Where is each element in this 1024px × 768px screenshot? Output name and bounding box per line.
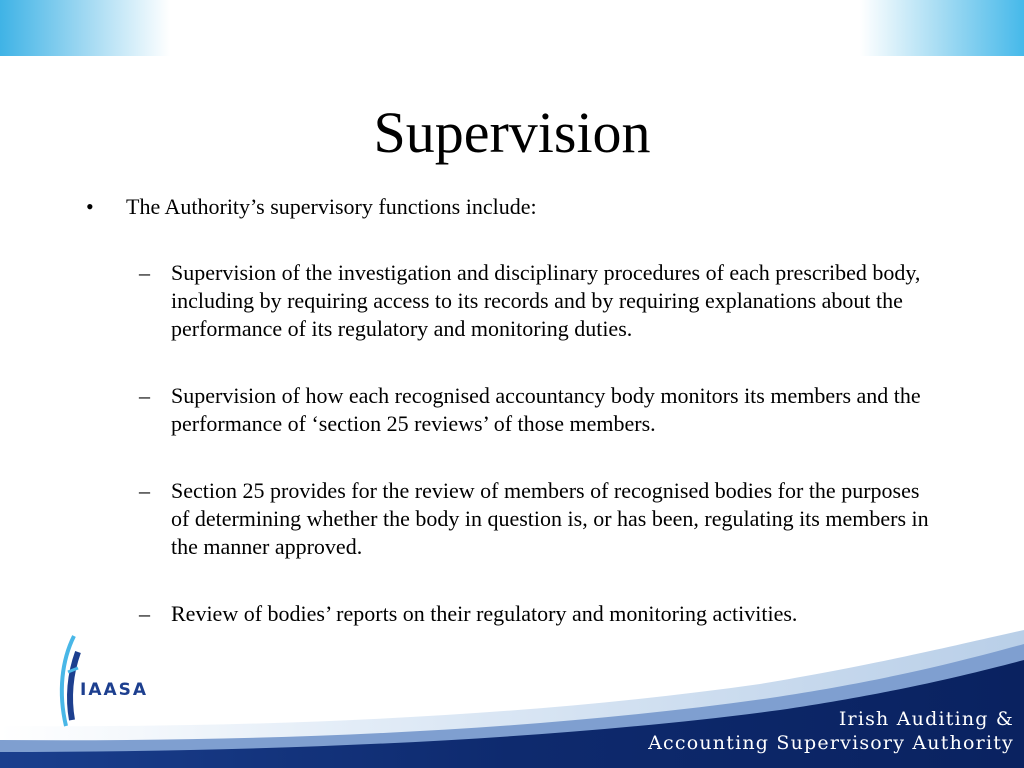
dash-marker: –: [139, 383, 150, 408]
sub-bullet-text: Supervision of how each recognised accountancy body monitors its members and the performance of ‘section 25 reviews’ of those members.: [171, 383, 921, 436]
sub-bullet-item: [139, 382, 931, 438]
bullet-marker: •: [86, 194, 94, 219]
dash-marker: –: [139, 260, 150, 285]
org-name-line-2: Accounting Supervisory Authority: [648, 732, 1014, 754]
sub-bullet-text: Review of bodies’ reports on their regulatory and monitoring activities.: [171, 601, 798, 626]
dash-marker: –: [139, 601, 150, 626]
main-bullet-text: The Authority’s supervisory functions include:: [126, 194, 537, 219]
organization-name: [648, 707, 1014, 755]
top-gradient-band: [0, 0, 1024, 56]
logo-wordmark: IAASA: [80, 680, 149, 700]
org-name-line-1: Irish Auditing &: [838, 708, 1014, 730]
sub-bullet-text: Supervision of the investigation and disciplinary procedures of each prescribed body, including by requiring access to its records and by requiring explanations about the performance of its regulatory and monitoring duties.: [171, 260, 921, 341]
sub-bullet-list: [86, 259, 946, 628]
sub-bullet-text: Section 25 provides for the review of members of recognised bodies for the purposes of determining whether the body in question is, or has been, regulating its members in the manner approved.: [171, 478, 929, 559]
sub-bullet-item: [139, 477, 931, 561]
dash-marker: –: [139, 478, 150, 503]
slide-title: Supervision: [373, 100, 651, 165]
slide-content: [86, 193, 946, 667]
sub-bullet-item: [139, 259, 931, 343]
main-bullet: [86, 193, 946, 221]
